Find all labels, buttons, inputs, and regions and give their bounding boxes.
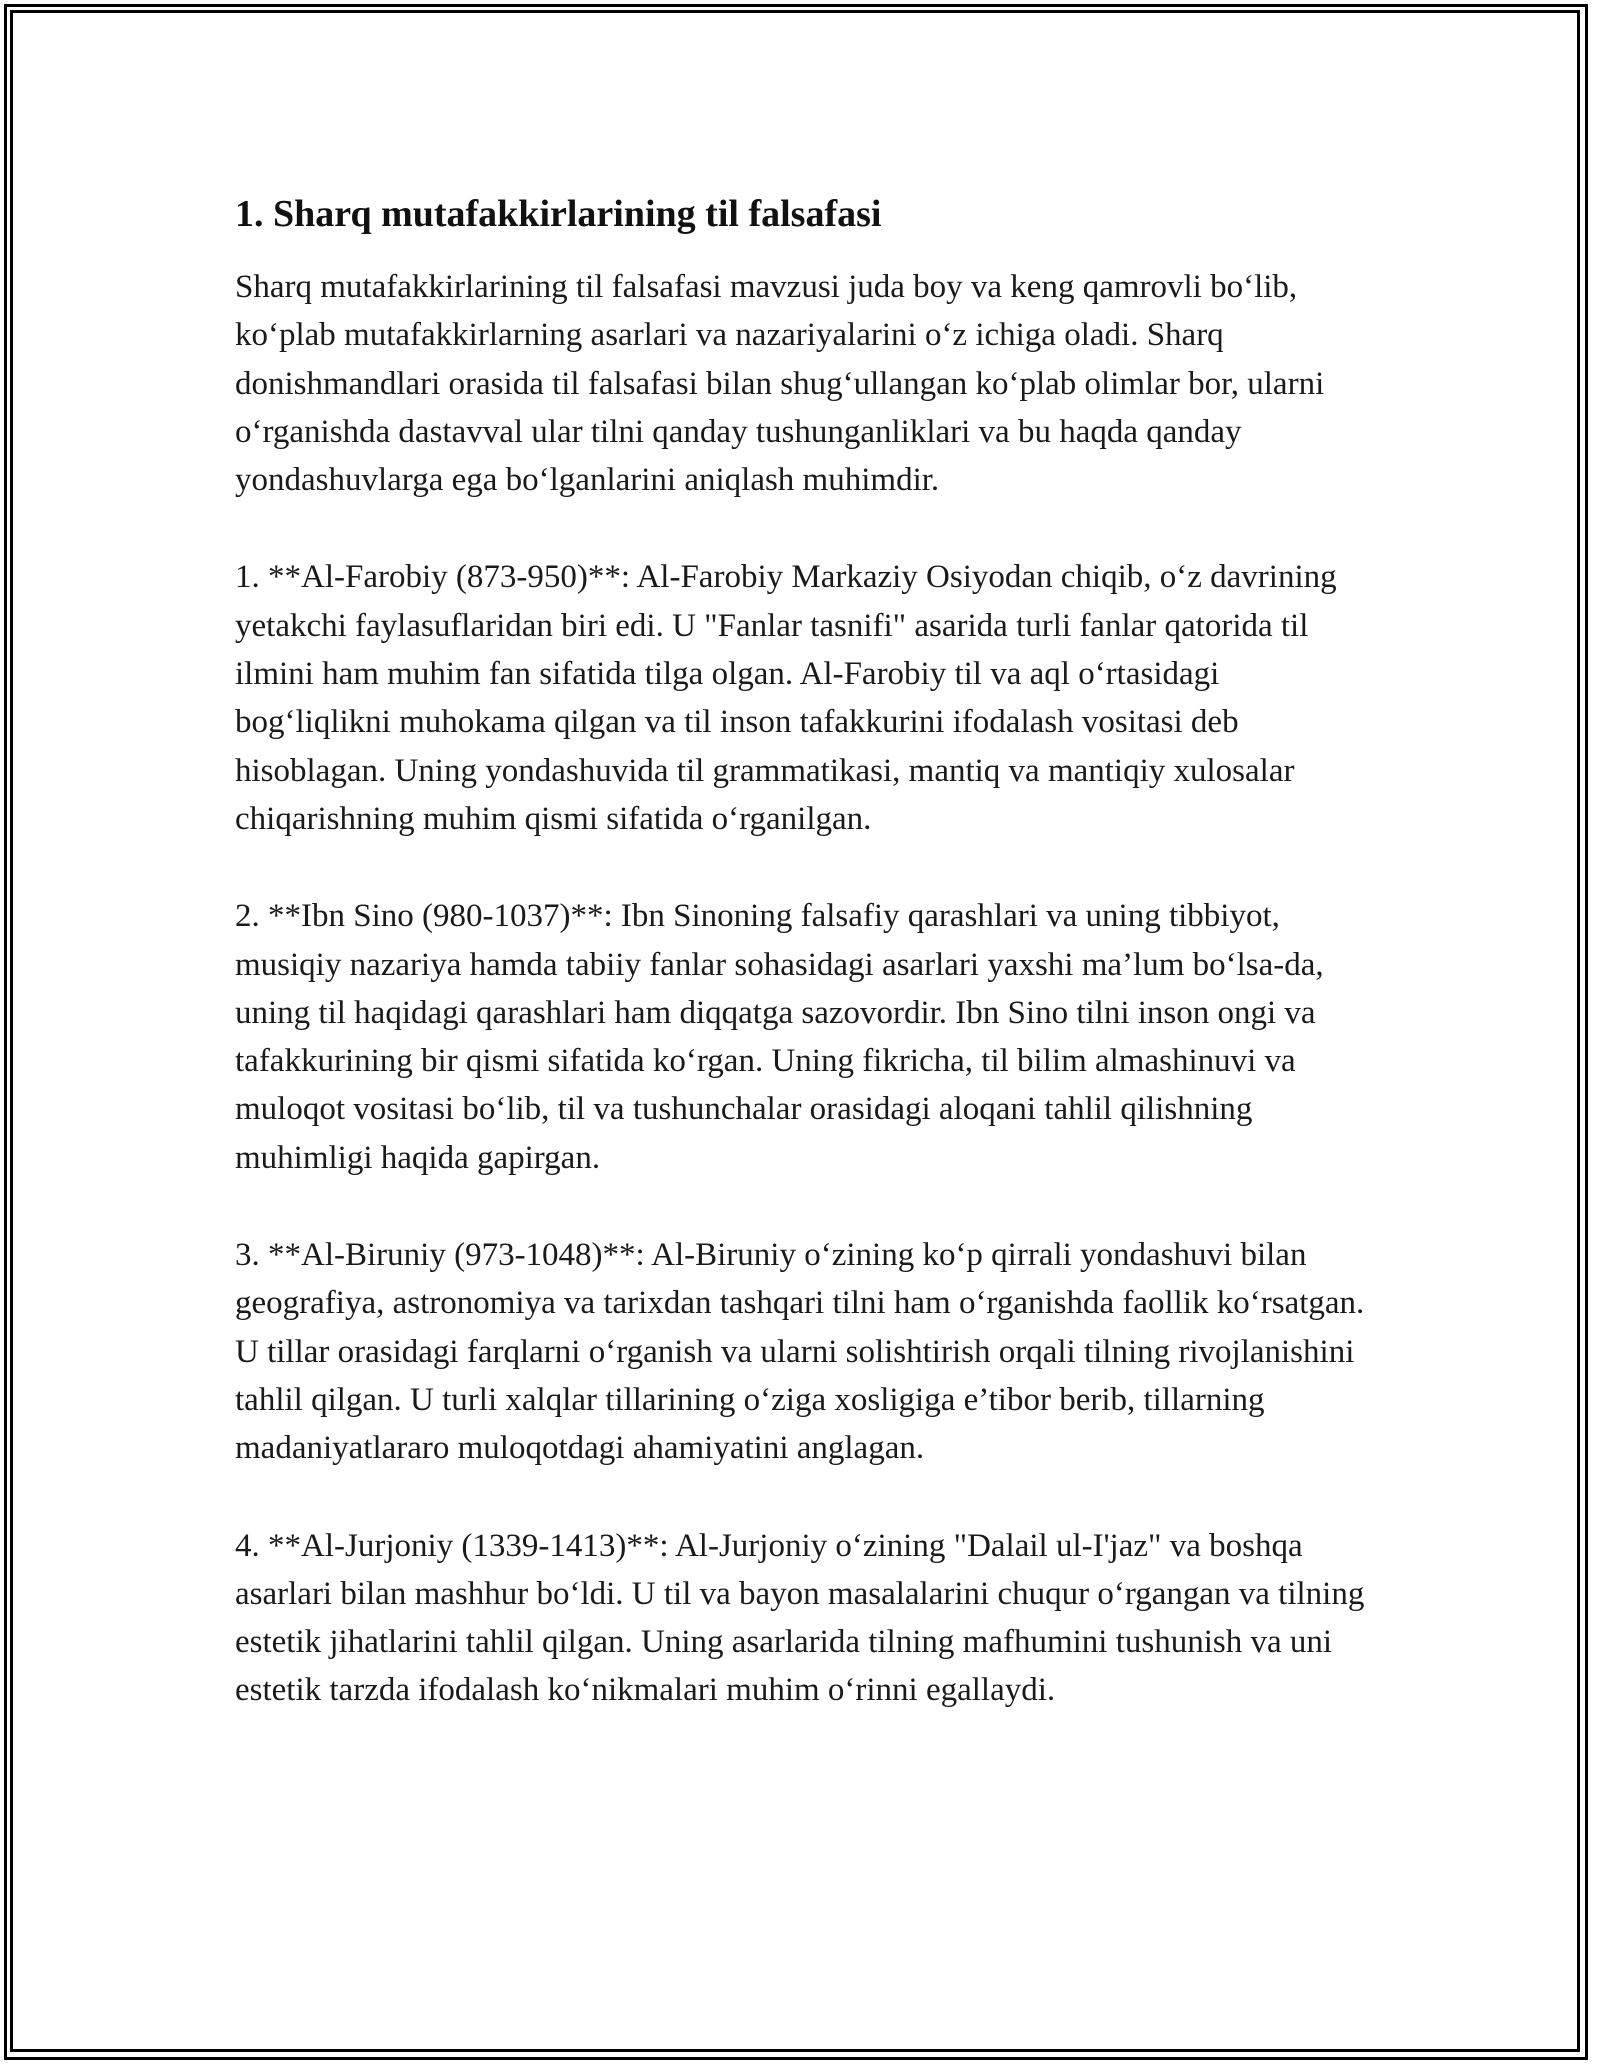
- intro-paragraph: Sharq mutafakkirlarining til falsafasi mavzusi juda boy va keng qamrovli bo‘lib, ko‘plab mutafakkirlarning asarlari va nazariyalarini o‘z ichiga oladi. Sharq donishmandlari orasida til falsafasi bilan shug‘ullangan ko‘plab olimlar bor, ularni o‘rganishda dastavval ular tilni qanday tushunganliklari va bu haqda qanday yondashuvlarga ega bo‘lganlarini aniqlash muhimdir.: [235, 269, 1325, 499]
- paragraph-al-biruniy: 3. **Al-Biruniy (973-1048)**: Al-Biruniy o‘zining ko‘p qirrali yondashuvi bilan geografiya, astronomiya va tarixdan tashqari tilni ham o‘rganishda faollik ko‘rsatgan. U tillar orasidagi farqlarni o‘rganish va ularni solishtirish orqali tilning rivojlanishini tahlil qilgan. U turli xalqlar tillarining o‘ziga xosligiga e’tibor berib, tillarning madaniyatlararo muloqotdagi ahamiyatini anglagan.: [235, 1237, 1365, 1467]
- paragraph-ibn-sino: 2. **Ibn Sino (980-1037)**: Ibn Sinoning falsafiy qarashlari va uning tibbiyot, musiqiy nazariya hamda tabiiy fanlar sohasidagi asarlari yaxshi ma’lum bo‘lsa-da, uning til haqidagi qarashlari ham diqqatga sazovordir. Ibn Sino tilni inson ongi va tafakkurining bir qismi sifatida ko‘rgan. Uning fikricha, til bilim almashinuvi va muloqot vositasi bo‘lib, til va tushunchalar orasidagi aloqani tahlil qilishning muhimligi haqida gapirgan.: [235, 898, 1324, 1176]
- section-heading: 1. Sharq mutafakkirlarining til falsafasi: [235, 193, 882, 235]
- paragraph-al-farobiy: 1. **Al-Farobiy (873-950)**: Al-Farobiy Markaziy Osiyodan chiqib, o‘z davrining yetakchi faylasuflaridan biri edi. U "Fanlar tasnifi" asarida turli fanlar qatorida til ilmini ham muhim fan sifatida tilga olgan. Al-Farobiy til va aql o‘rtasidagi bog‘liqlikni muhokama qilgan va til inson tafakkurini ifodalash vositasi deb hisoblagan. Uning yondashuvida til grammatikasi, mantiq va mantiqiy xulosalar chiqarishning muhim qismi sifatida o‘rganilgan.: [235, 559, 1337, 837]
- paragraph-al-jurjoniy: 4. **Al-Jurjoniy (1339-1413)**: Al-Jurjoniy o‘zining "Dalail ul-I'jaz" va boshqa asarlari bilan mashhur bo‘ldi. U til va bayon masalalarini chuqur o‘rgangan va tilning estetik jihatlarini tahlil qilgan. Uning asarlarida tilning mafhumini tushunish va uni estetik tarzda ifodalash ko‘nikmalari muhim o‘rinni egallaydi.: [235, 1527, 1365, 1709]
- document-body: [235, 185, 1370, 1764]
